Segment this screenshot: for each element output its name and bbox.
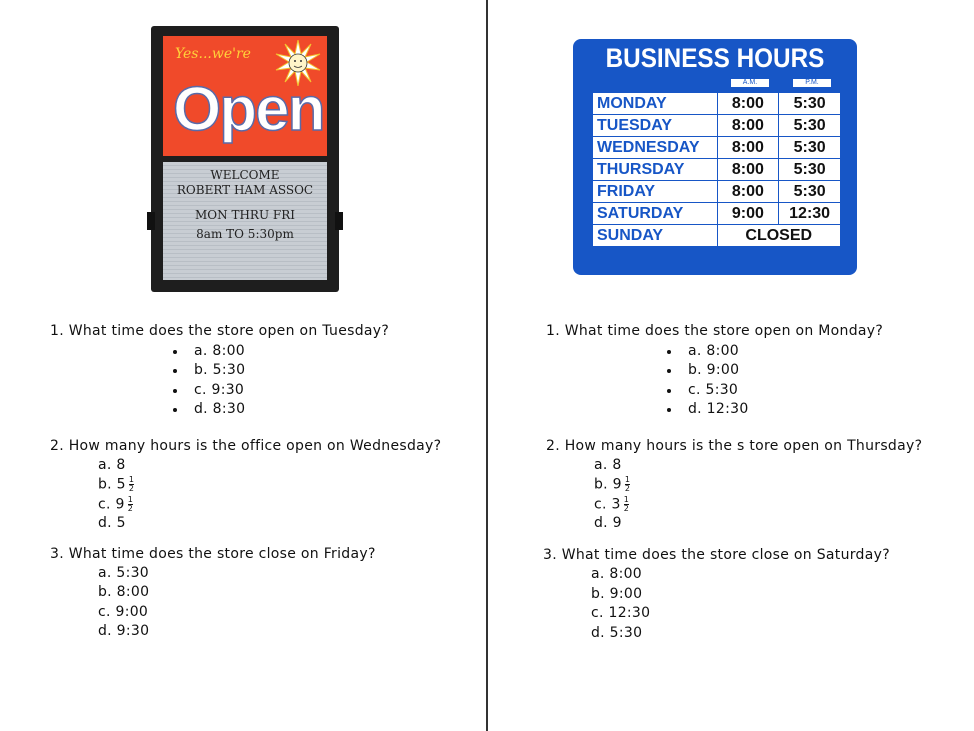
answer-option: c. 3 $\frac{1}{2}$ xyxy=(594,495,630,513)
answer-option: b. 9 $\frac{1}{2}$ xyxy=(594,475,631,493)
question-text: 2. How many hours is the office open on Wednesday? xyxy=(50,438,442,454)
sign-clip xyxy=(335,212,343,230)
open-time-cell: 8:00 xyxy=(717,93,779,115)
hours-row xyxy=(593,181,841,203)
open-sign-script: Yes...we're xyxy=(175,46,251,62)
answer-option: a. 8 xyxy=(594,457,622,473)
hours-row xyxy=(593,93,841,115)
bullet-icon xyxy=(667,408,671,412)
bullet-icon xyxy=(173,408,177,412)
hours-row xyxy=(593,137,841,159)
fraction: $\frac{1}{2}$ xyxy=(127,495,134,513)
open-sign-letterboard xyxy=(163,162,327,280)
answer-option: d. 5 xyxy=(98,515,126,531)
business-hours-title: BUSINESS HOURS xyxy=(605,43,825,73)
hours-row xyxy=(593,115,841,137)
fraction: $\frac{1}{2}$ xyxy=(128,475,135,493)
answer-option: c. 9:30 xyxy=(194,382,245,398)
fraction: $\frac{1}{2}$ xyxy=(623,495,630,513)
answer-option: a. 8:00 xyxy=(591,566,643,582)
answer-option: a. 8:00 xyxy=(688,343,740,359)
question-text: 3. What time does the store close on Friday? xyxy=(50,546,376,562)
day-cell: SATURDAY xyxy=(593,203,718,225)
answer-option: b. 5:30 xyxy=(194,362,246,378)
close-time-cell: 12:30 xyxy=(779,203,841,225)
bullet-icon xyxy=(667,389,671,393)
bullet-icon xyxy=(667,369,671,373)
day-cell: SUNDAY xyxy=(593,225,718,247)
hours-row xyxy=(593,225,841,247)
open-time-cell: 8:00 xyxy=(717,137,779,159)
day-cell: TUESDAY xyxy=(593,115,718,137)
open-sign-line: 8am TO 5:30pm xyxy=(196,227,294,241)
closed-cell: CLOSED xyxy=(717,225,841,247)
bullet-icon xyxy=(667,350,671,354)
page-divider xyxy=(486,0,488,731)
close-time-cell: 5:30 xyxy=(779,137,841,159)
answer-option: d. 8:30 xyxy=(194,401,246,417)
answer-option: d. 9 xyxy=(594,515,622,531)
hours-row xyxy=(593,203,841,225)
sign-clip xyxy=(147,212,155,230)
open-sign-red-panel xyxy=(163,36,327,156)
open-time-cell: 8:00 xyxy=(717,159,779,181)
open-time-cell: 9:00 xyxy=(717,203,779,225)
close-time-cell: 5:30 xyxy=(779,93,841,115)
answer-option: b. 8:00 xyxy=(98,584,150,600)
answer-option: c. 9 $\frac{1}{2}$ xyxy=(98,495,134,513)
answer-option: d. 9:30 xyxy=(98,623,150,639)
answer-option: b. 5 $\frac{1}{2}$ xyxy=(98,475,135,493)
answer-option: d. 12:30 xyxy=(688,401,749,417)
question-text: 2. How many hours is the s tore open on Thursday? xyxy=(546,438,923,454)
bullet-icon xyxy=(173,369,177,373)
am-label: A.M. xyxy=(731,79,769,87)
open-sign-word: Open xyxy=(173,75,324,144)
open-sign-image xyxy=(151,26,339,292)
close-time-cell: 5:30 xyxy=(779,181,841,203)
open-sign-line: MON THRU FRI xyxy=(195,208,295,222)
answer-option: b. 9:00 xyxy=(591,586,643,602)
open-sign-line: ROBERT HAM ASSOC xyxy=(176,183,314,197)
pm-label: P.M. xyxy=(793,79,831,87)
answer-option: c. 9:00 xyxy=(98,604,149,620)
fraction: $\frac{1}{2}$ xyxy=(624,475,631,493)
answer-option: c. 5:30 xyxy=(688,382,739,398)
open-sign-line: WELCOME xyxy=(210,168,280,182)
open-time-cell: 8:00 xyxy=(717,181,779,203)
answer-option: b. 9:00 xyxy=(688,362,740,378)
day-cell: FRIDAY xyxy=(593,181,718,203)
close-time-cell: 5:30 xyxy=(779,159,841,181)
answer-option: c. 12:30 xyxy=(591,605,651,621)
day-cell: MONDAY xyxy=(593,93,718,115)
answer-option: a. 5:30 xyxy=(98,565,150,581)
bullet-icon xyxy=(173,350,177,354)
close-time-cell: 5:30 xyxy=(779,115,841,137)
bullet-icon xyxy=(173,389,177,393)
hours-table xyxy=(592,92,841,247)
answer-option: d. 5:30 xyxy=(591,625,643,641)
day-cell: THURSDAY xyxy=(593,159,718,181)
hours-row xyxy=(593,159,841,181)
question-text: 1. What time does the store open on Monday? xyxy=(546,323,884,339)
open-time-cell: 8:00 xyxy=(717,115,779,137)
question-text: 3. What time does the store close on Saturday? xyxy=(543,547,890,563)
answer-option: a. 8 xyxy=(98,457,126,473)
business-hours-sign xyxy=(573,39,857,275)
answer-option: a. 8:00 xyxy=(194,343,246,359)
day-cell: WEDNESDAY xyxy=(593,137,718,159)
question-text: 1. What time does the store open on Tuesday? xyxy=(50,323,390,339)
